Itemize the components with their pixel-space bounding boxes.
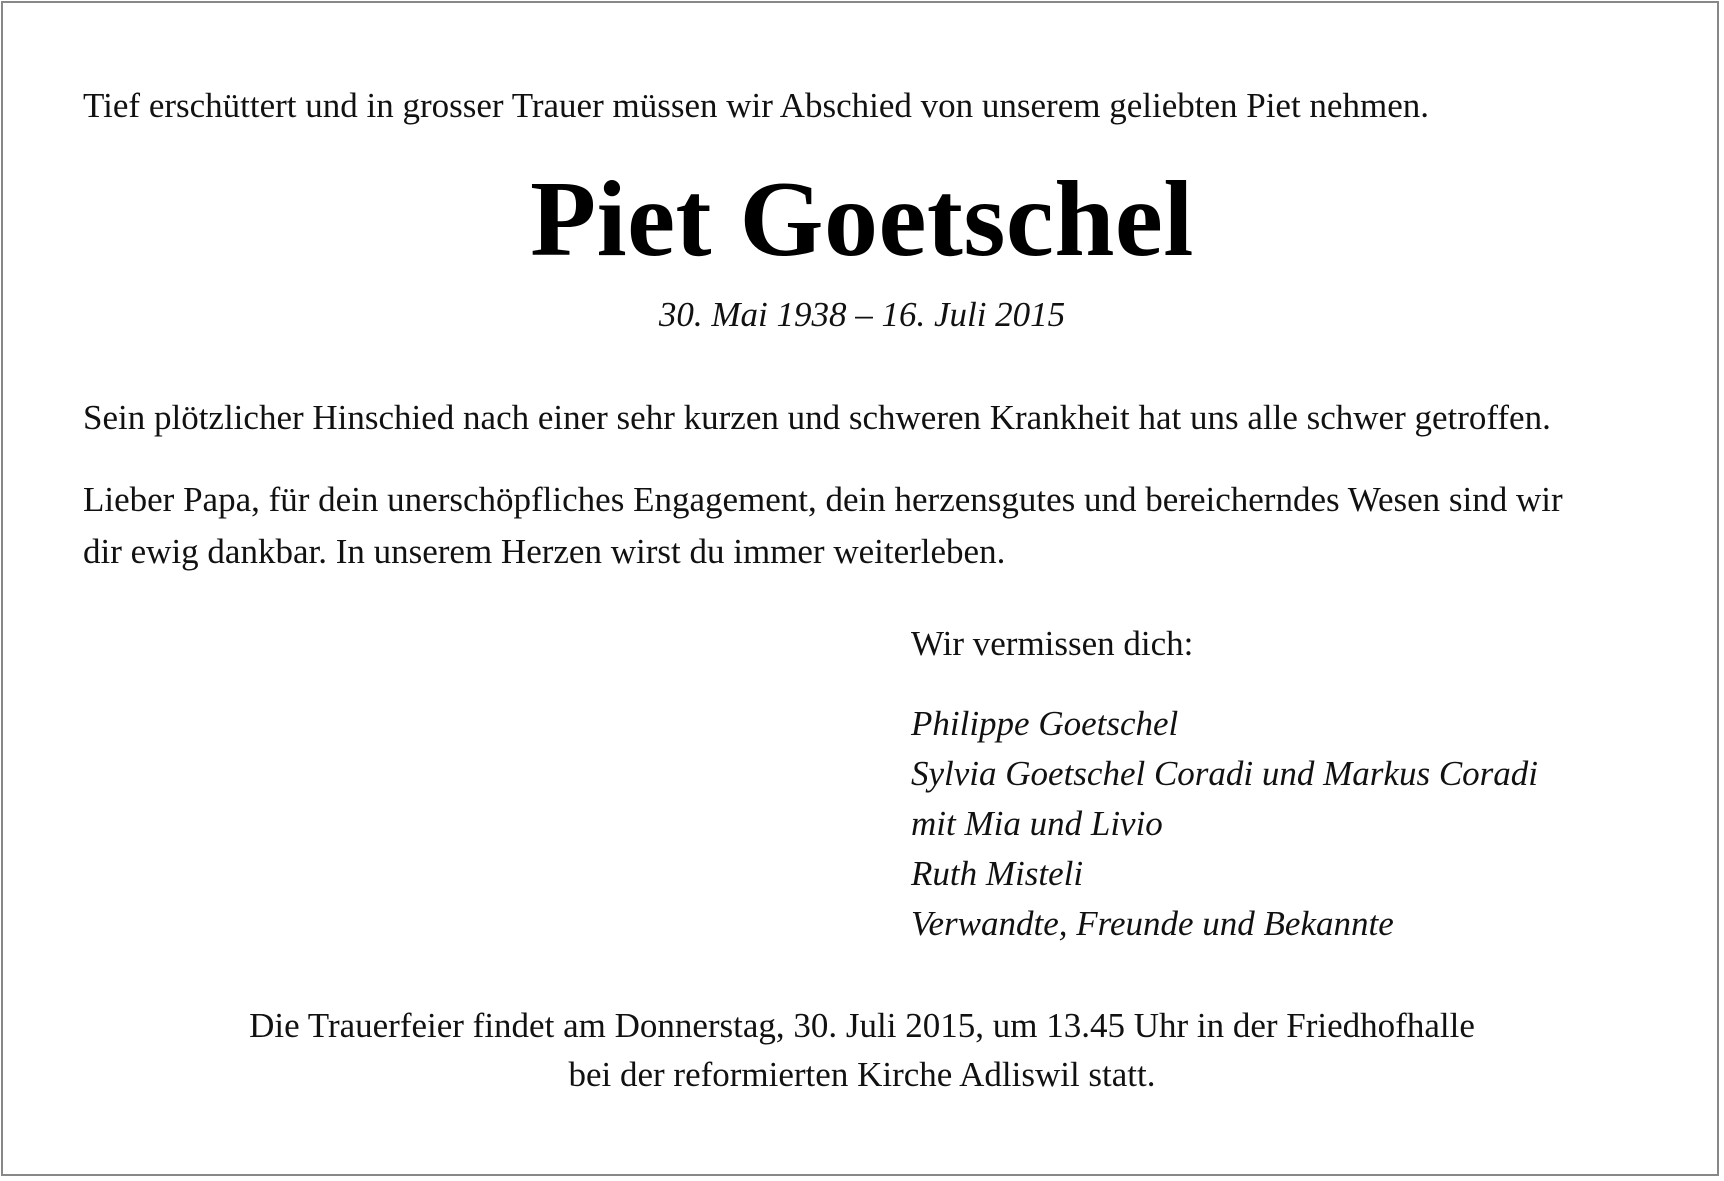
ceremony-info xyxy=(0,1001,1724,1099)
signers-list xyxy=(911,699,1538,949)
paragraph-tribute xyxy=(83,474,1563,578)
paragraph-tribute-line: dir ewig dankbar. In unserem Herzen wirst du immer weiterleben. xyxy=(83,532,1006,571)
ceremony-line: bei der reformierten Kirche Adliswil statt. xyxy=(568,1055,1156,1094)
life-dates: 30. Mai 1938 – 16. Juli 2015 xyxy=(658,295,1066,334)
signer-item: Verwandte, Freunde und Bekannte xyxy=(911,904,1394,943)
deceased-name: Piet Goetschel xyxy=(530,160,1194,279)
signer-item: Philippe Goetschel xyxy=(911,704,1179,743)
miss-you-heading: Wir vermissen dich: xyxy=(911,624,1194,663)
signer-item: mit Mia und Livio xyxy=(911,804,1163,843)
signer-item: Sylvia Goetschel Coradi und Markus Coradi xyxy=(911,754,1539,793)
ceremony-line: Die Trauerfeier findet am Donnerstag, 30. Juli 2015, um 13.45 Uhr in der Friedhofhalle xyxy=(249,1006,1475,1045)
paragraph-passing: Sein plötzlicher Hinschied nach einer sehr kurzen und schweren Krankheit hat uns alle schwer getroffen. xyxy=(83,398,1551,437)
paragraph-tribute-line: Lieber Papa, für dein unerschöpfliches Engagement, dein herzensgutes und bereicherndes Wesen sind wir xyxy=(83,480,1563,519)
intro-text: Tief erschüttert und in grosser Trauer müssen wir Abschied von unserem geliebten Piet nehmen. xyxy=(83,86,1429,125)
signer-item: Ruth Misteli xyxy=(911,854,1084,893)
